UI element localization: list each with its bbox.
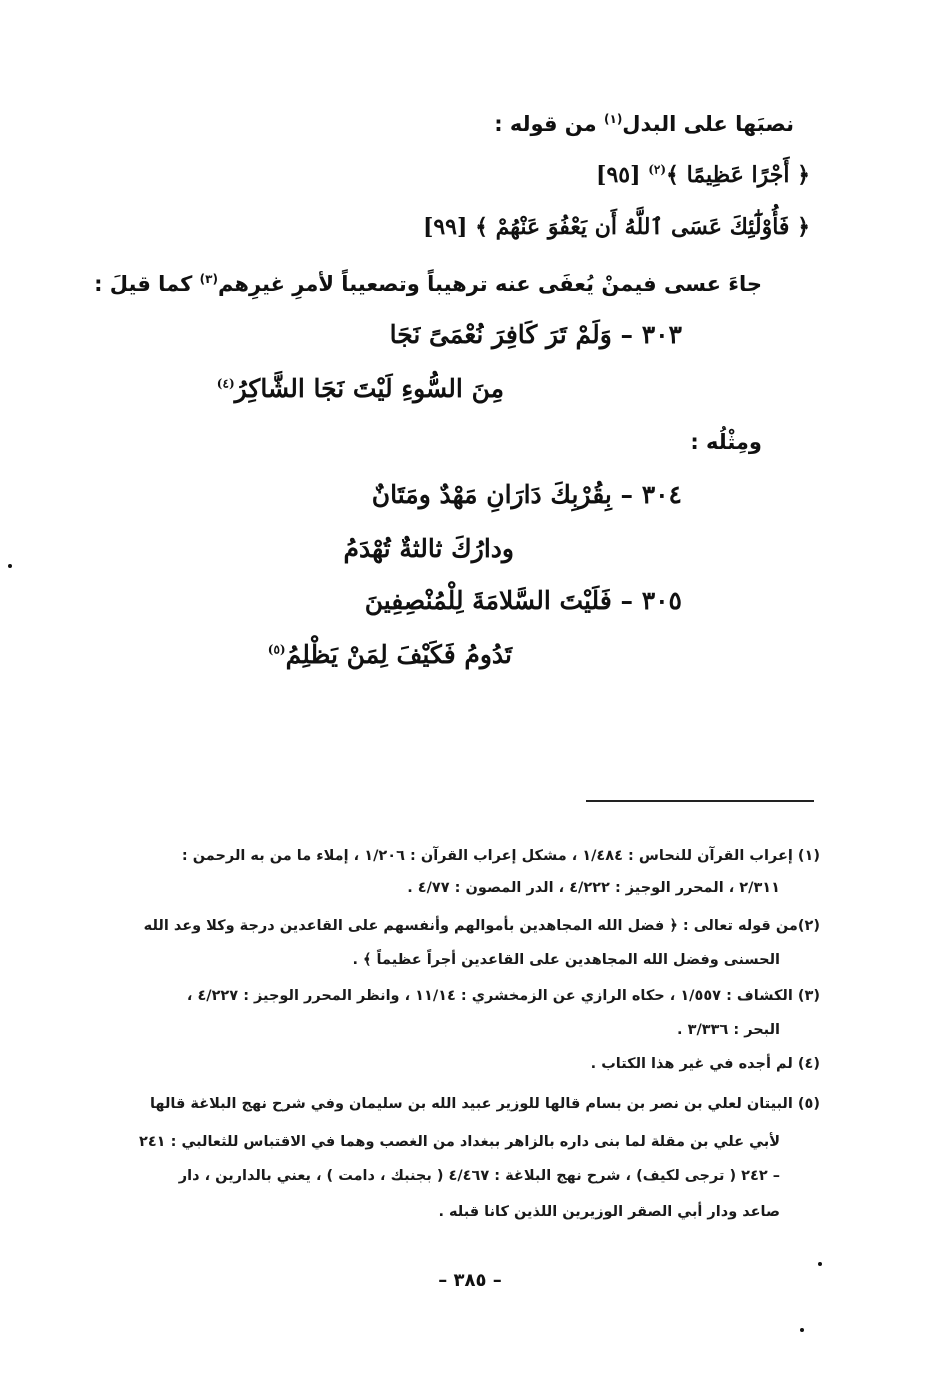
verse-305-first: ٣٠٥ – فَلَيْتَ السَّلامَةَ لِلْمُنْصِفِينَ	[364, 586, 682, 615]
verse-304-first: ٣٠٤ – بِقُرْبِكَ دَارَانِ مَهْدٌ ومَتَانٌ	[371, 480, 682, 509]
footnote-4: (٤) لم أجده في غير هذا الكتاب .	[590, 1056, 820, 1072]
body-line-1-text: نصبَها على البدل	[622, 112, 794, 136]
body-line-4-text: جاءَ عسى فيمنْ يُعفَى عنه ترهيباً وتصعيباً لأمرِ غيرِهم	[217, 272, 762, 296]
verse-303-second	[217, 374, 504, 403]
footnote-ref-3: (٣)	[199, 272, 218, 286]
footnote-5-line-2: لأبي علي بن مقلة لما بنى داره بالزاهر ببغداد من الغصب وهما في الاقتباس للثعالبي : ٢٤١	[138, 1134, 780, 1150]
body-line-1	[494, 112, 794, 136]
footnote-separator	[586, 800, 814, 802]
page-number: – ٣٨٥ –	[438, 1270, 502, 1291]
footnote-5-line-4: صاعد ودار أبي الصقر الوزيرين اللذين كانا قبله .	[438, 1204, 780, 1220]
verse-305-second	[268, 640, 512, 669]
verse-303-second-text: مِنَ السُّوءِ لَيْتَ نَجَا الشَّاكِرُ	[234, 374, 504, 403]
body-line-4	[94, 272, 762, 296]
footnote-5-line-3: – ٢٤٢ ( ترجى لكيف) ، شرح نهج البلاغة : ٤/٤٦٧ ( بجنبك ، دامت ) ، يعني بالدارين ، دار	[178, 1168, 780, 1184]
footnote-5-line-1: (٥) البيتان لعلي بن نصر بن بسام قالها للوزير عبيد الله بن سليمان وفي شرح نهج البلاغة قالها	[149, 1096, 820, 1112]
scan-speck	[8, 564, 12, 568]
footnote-1-line-2: ٢/٣١١ ، المحرر الوجيز : ٤/٢٢٢ ، الدر المصون : ٤/٧٧ .	[407, 880, 780, 896]
footnote-ref-1: (١)	[604, 112, 623, 126]
quran-quote-2: ﴿ فَأُوْلَٰٓئِكَ عَسَى ٱللَّهُ أَن يَعْفُوَ عَنْهُمْ ﴾ [٩٩]	[422, 214, 810, 240]
verse-304-second: ودارُكَ ثالثةٌ تُهْدَمُ	[343, 534, 514, 563]
verse-number-95: [٩٥]	[596, 162, 641, 188]
footnote-2-line-1: (٢)من قوله تعالى : ﴿ فضل الله المجاهدين بأموالهم وأنفسهم على القاعدين درجة وكلا وعد الله	[143, 918, 820, 934]
footnote-ref-5: (٥)	[267, 642, 286, 657]
body-line-4-end: كما قيلَ :	[94, 272, 193, 296]
footnote-2-line-2: الحسنى وفضل الله المجاهدين على القاعدين أجراً عظيماً ﴾ .	[352, 952, 780, 968]
footnote-ref-2: (٢)	[648, 162, 667, 177]
scan-speck	[818, 1262, 822, 1266]
footnote-3-line-1: (٣) الكشاف : ١/٥٥٧ ، حكاه الرازي عن الزمخشري : ١١/١٤ ، وانظر المحرر الوجيز : ٤/٢٢٧ ،	[186, 988, 820, 1004]
verse-303-first: ٣٠٣ – وَلَمْ تَرَ كَافِرَ نُعْمَىً نَجَا	[389, 320, 682, 349]
quran-quote-1	[596, 162, 810, 188]
footnote-1-line-1: (١) إعراب القرآن للنحاس : ١/٤٨٤ ، مشكل إعراب القرآن : ١/٢٠٦ ، إملاء ما من به الرحمن :	[181, 848, 820, 864]
body-line-mithluhu: ومِثْلُه :	[690, 430, 762, 454]
body-line-1-end: من قوله :	[494, 112, 597, 136]
footnote-3-line-2: البحر : ٣/٣٣٦ .	[677, 1022, 780, 1038]
quran-quote-1-text: ﴿ أَجْرًا عَظِيمًا ﴾	[666, 162, 810, 188]
footnote-ref-4: (٤)	[216, 376, 235, 391]
verse-305-second-text: تَدُومُ فَكَيْفَ لِمَنْ يَظْلِمُ	[285, 640, 512, 669]
scan-speck	[800, 1328, 804, 1332]
